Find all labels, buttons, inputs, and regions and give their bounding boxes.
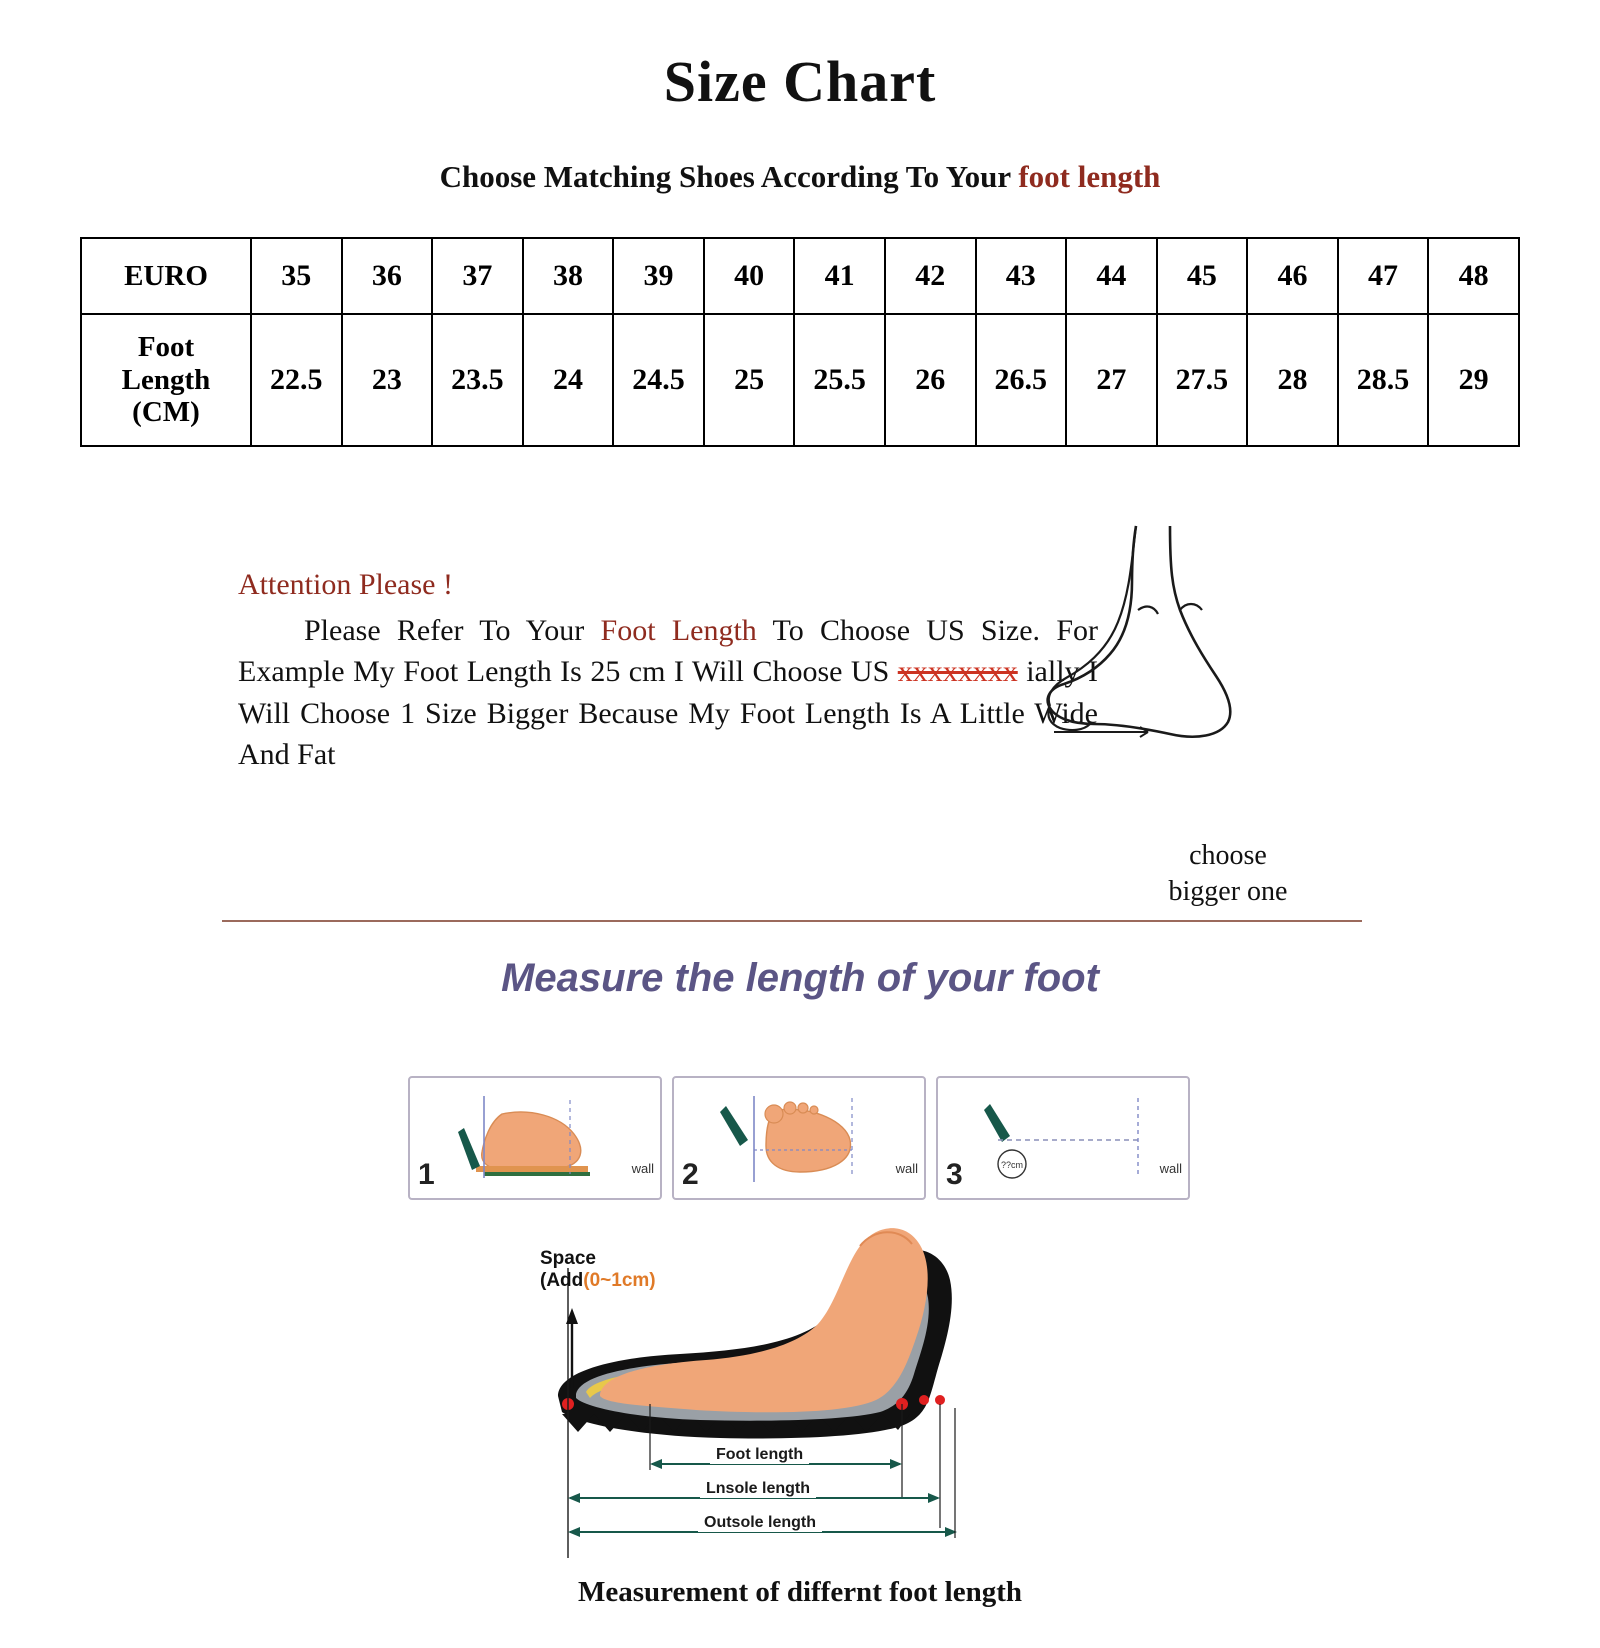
foot-length-cell: 28 [1247, 314, 1338, 446]
attention-line1-a: Please Refer To Your [304, 614, 601, 647]
subtitle-prefix: Choose Matching Shoes According To Your [439, 159, 1019, 194]
illustration-caption: Measurement of differnt foot length [577, 1576, 1023, 1608]
choose-bigger-line2: bigger one [1168, 876, 1288, 908]
foot-length-cell: 24.5 [613, 314, 704, 446]
measure-heading: Measure the length of your foot [501, 956, 1099, 1000]
page-title: Size Chart [663, 49, 937, 114]
attention-line3-a: Will Choose US [691, 655, 898, 689]
euro-cell: 40 [704, 238, 795, 314]
space-label-range: (0~1cm) [583, 1269, 656, 1291]
euro-cell: 38 [523, 238, 614, 314]
measure-steps [408, 1076, 1190, 1200]
attention-line3-strike: xxxxxxxx [897, 655, 1018, 689]
choose-bigger-note [1118, 838, 1338, 911]
euro-cell: 46 [1247, 238, 1338, 314]
attention-line3-b: ially I Will Choose 1 Size [238, 655, 1099, 730]
foot-length-cell: 23.5 [432, 314, 523, 446]
dimension-label-foot-length: Foot length [710, 1446, 809, 1464]
table-row-euro [81, 238, 1519, 314]
attention-line1-b: To Choose [756, 614, 911, 647]
measure-step-1 [408, 1076, 662, 1200]
step-1-illustration [410, 1078, 660, 1198]
euro-cell: 41 [794, 238, 885, 314]
dimension-label-insole-length: Lnsole length [700, 1480, 816, 1498]
euro-cell: 42 [885, 238, 976, 314]
subtitle-highlight: foot length [1018, 159, 1161, 194]
step-number: 1 [418, 1158, 435, 1191]
measure-step-2 [672, 1076, 926, 1200]
attention-line5: And Fat [238, 738, 336, 772]
foot-length-cell: 22.5 [251, 314, 342, 446]
step-number: 3 [946, 1158, 963, 1191]
euro-cell: 35 [251, 238, 342, 314]
foot-label-line1: Foot [137, 331, 195, 364]
row-header-euro: EURO [81, 238, 251, 314]
choose-bigger-line1: choose [1189, 840, 1267, 871]
attention-body [238, 610, 1098, 776]
space-label-line1: Space [540, 1248, 596, 1269]
size-table-wrap [80, 237, 1520, 447]
foot-length-cell: 27 [1066, 314, 1157, 446]
step-2-illustration [674, 1078, 924, 1198]
foot-length-cell: 23 [342, 314, 433, 446]
euro-cell: 48 [1428, 238, 1519, 314]
attention-line2: US Size. For Example My Foot Length Is 25 cm I [238, 614, 1098, 689]
table-row-foot-length [81, 314, 1519, 446]
step-3-illustration [938, 1078, 1188, 1198]
euro-cell: 45 [1157, 238, 1248, 314]
attention-line4: Bigger Because My Foot Length Is A Little Wide [486, 696, 1098, 730]
step-number: 2 [682, 1158, 699, 1191]
attention-block [238, 568, 1098, 776]
space-label [540, 1248, 656, 1292]
foot-length-cell: 24 [523, 314, 614, 446]
dimension-label-outsole-length: Outsole length [698, 1514, 822, 1532]
size-chart-page [0, 48, 1600, 1648]
page-subtitle [0, 159, 1600, 195]
foot-length-cell: 28.5 [1338, 314, 1429, 446]
section-divider [222, 920, 1362, 922]
foot-label-line3: (CM) [132, 396, 200, 429]
space-label-add: (Add [540, 1269, 584, 1291]
foot-length-cell: 25 [704, 314, 795, 446]
step-wall-label: wall [631, 1161, 654, 1176]
euro-cell: 43 [976, 238, 1067, 314]
attention-heading: Attention Please ! [238, 568, 453, 601]
foot-length-cell: 26.5 [976, 314, 1067, 446]
size-table [80, 237, 1520, 447]
euro-cell: 44 [1066, 238, 1157, 314]
euro-cell: 39 [613, 238, 704, 314]
svg-text:??cm: ??cm [1000, 1160, 1024, 1170]
step-wall-label: wall [895, 1161, 918, 1176]
euro-cell: 37 [432, 238, 523, 314]
foot-length-cell: 26 [885, 314, 976, 446]
measure-step-3 [936, 1076, 1190, 1200]
space-label-line2 [540, 1270, 656, 1292]
foot-length-cell: 29 [1428, 314, 1519, 446]
foot-length-cell: 27.5 [1157, 314, 1248, 446]
foot-outline-icon [1020, 518, 1320, 778]
foot-length-cell: 25.5 [794, 314, 885, 446]
step-wall-label: wall [1159, 1161, 1182, 1176]
euro-cell: 36 [342, 238, 433, 314]
foot-label-line2: Length [121, 363, 211, 396]
row-header-foot-length [81, 314, 251, 446]
euro-cell: 47 [1338, 238, 1429, 314]
attention-line1-highlight: Foot Length [600, 614, 757, 647]
